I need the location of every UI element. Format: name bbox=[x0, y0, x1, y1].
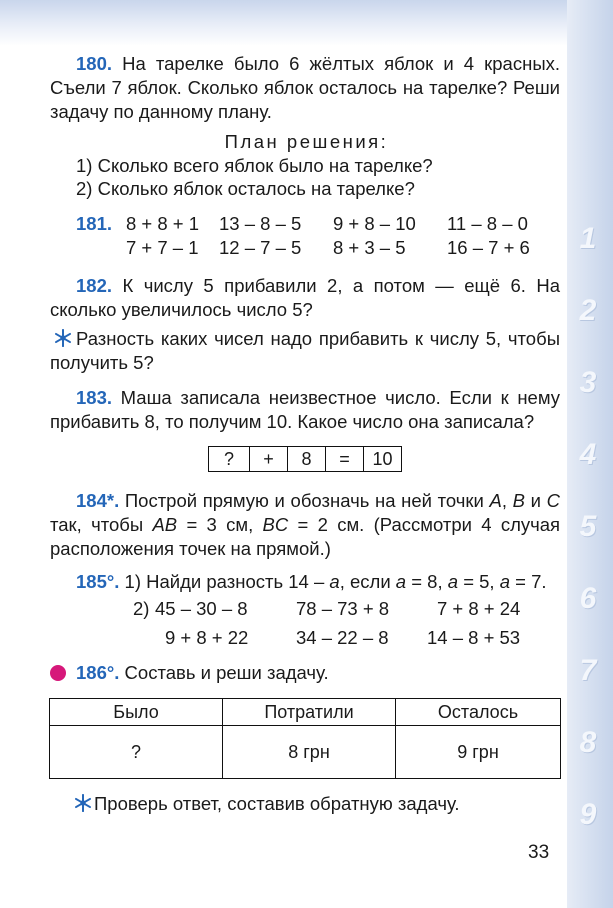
extra-task bbox=[50, 327, 560, 375]
problem-183 bbox=[50, 386, 560, 434]
problem-text: На тарелке было 6 жёлтых яблок и 4 красных. Съели 7 яблок. Сколько яблок осталось на тарелке? Реши задачу по данному плану. bbox=[50, 53, 561, 122]
expression: 12 – 7 – 5 bbox=[219, 237, 302, 258]
equation-cell: = bbox=[326, 447, 364, 471]
equation-cell: 8 bbox=[288, 447, 326, 471]
problem-text: Построй прямую и обозначь на ней точки bbox=[124, 490, 484, 511]
bullet-dot bbox=[50, 665, 66, 681]
expression: 78 – 73 + 8 bbox=[296, 598, 390, 619]
equation-cell: + bbox=[250, 447, 288, 471]
problem-text: так, чтобы bbox=[50, 514, 144, 535]
table-cell: 9 грн bbox=[396, 726, 561, 779]
table-cell: 8 грн bbox=[223, 726, 396, 779]
variable: а bbox=[447, 571, 459, 592]
variable: а bbox=[499, 571, 510, 592]
problem-number: 180. bbox=[76, 53, 113, 74]
equation-cell: ? bbox=[209, 447, 250, 471]
variable: BC bbox=[262, 514, 289, 535]
variable: а bbox=[395, 571, 407, 592]
problem-182 bbox=[50, 274, 560, 322]
expression: 34 – 22 – 8 bbox=[296, 627, 389, 648]
problem-text: = 3 см, bbox=[186, 514, 254, 535]
problem-number: 185°. bbox=[76, 571, 120, 592]
problem-number: 184*. bbox=[76, 490, 120, 511]
extra-task bbox=[74, 793, 460, 815]
variable: C bbox=[546, 490, 561, 511]
side-number: 4 bbox=[579, 438, 597, 471]
expression: 16 – 7 + 6 bbox=[447, 237, 530, 258]
problem-185-line1 bbox=[76, 571, 547, 593]
expression: 11 – 8 – 0 bbox=[447, 213, 528, 234]
table-header: Потратили bbox=[223, 699, 396, 726]
plan-title: План решения: bbox=[224, 131, 389, 152]
problem-number: 181. bbox=[76, 213, 113, 234]
snowflake-icon bbox=[54, 329, 72, 347]
expression: 14 – 8 + 53 bbox=[427, 627, 521, 648]
snowflake-icon bbox=[74, 794, 92, 812]
expression: 8 + 3 – 5 bbox=[333, 237, 406, 258]
problem-184 bbox=[50, 489, 560, 561]
extra-task-text: Разность каких чисел надо прибавить к числу 5, чтобы получить 5? bbox=[50, 328, 560, 373]
problem-text: Составь и реши задачу. bbox=[124, 662, 329, 683]
equation-cell: 10 bbox=[372, 449, 393, 469]
side-number: 1 bbox=[579, 222, 597, 255]
punctuation: , bbox=[501, 490, 508, 511]
variable: B bbox=[512, 490, 526, 511]
item-label: 2) bbox=[133, 598, 150, 619]
expression: 7 + 7 – 1 bbox=[126, 237, 199, 258]
problem-text: = 2 см. (Рассмотри 4 случая расположения точек на прямой.) bbox=[50, 514, 561, 559]
side-number: 7 bbox=[579, 654, 597, 687]
variable: а bbox=[329, 571, 340, 592]
expression: 9 + 8 – 10 bbox=[333, 213, 416, 234]
problem-number: 183. bbox=[76, 387, 113, 408]
top-gradient bbox=[0, 0, 613, 46]
side-number: 9 bbox=[579, 798, 597, 831]
page-number: 33 bbox=[528, 842, 550, 863]
side-number: 8 bbox=[579, 726, 597, 759]
side-number: 6 bbox=[579, 582, 597, 615]
data-table bbox=[49, 698, 561, 779]
equation-boxes bbox=[208, 446, 402, 472]
problem-number: 186°. bbox=[76, 662, 120, 683]
table-cell: ? bbox=[50, 726, 223, 779]
plan-question: 1) Сколько всего яблок было на тарелке? bbox=[76, 155, 433, 176]
problem-text: Маша записала неизвестное число. Если к нему прибавить 8, то получим 10. Какое число она записала? bbox=[50, 387, 561, 432]
problem-text: = 8, bbox=[411, 571, 443, 592]
expression: 13 – 8 – 5 bbox=[219, 213, 302, 234]
side-number: 5 bbox=[579, 510, 597, 543]
problem-text: 1) Найди разность 14 – bbox=[124, 571, 325, 592]
expression: 45 – 30 – 8 bbox=[155, 598, 248, 619]
table-header: Осталось bbox=[396, 699, 561, 726]
table-header: Было bbox=[50, 699, 223, 726]
variable: AB bbox=[152, 514, 178, 535]
extra-task-text: Проверь ответ, составив обратную задачу. bbox=[94, 793, 460, 814]
side-number: 2 bbox=[579, 294, 597, 327]
problem-186 bbox=[76, 662, 329, 684]
problem-text: К числу 5 прибавили 2, а потом — ещё 6. На сколько увеличилось число 5? bbox=[50, 275, 561, 320]
problem-text: , если bbox=[339, 571, 391, 592]
variable: A bbox=[489, 490, 502, 511]
expression: 7 + 8 + 24 bbox=[437, 598, 521, 619]
problem-number: 182. bbox=[76, 275, 113, 296]
problem-180 bbox=[50, 52, 560, 124]
problem-text: = 7. bbox=[515, 571, 547, 592]
problem-text: = 5, bbox=[463, 571, 495, 592]
plan-question: 2) Сколько яблок осталось на тарелке? bbox=[76, 178, 415, 199]
expression: 8 + 8 + 1 bbox=[126, 213, 200, 234]
side-number: 3 bbox=[579, 366, 597, 399]
expression: 9 + 8 + 22 bbox=[165, 627, 249, 648]
problem-text: и bbox=[530, 490, 542, 511]
